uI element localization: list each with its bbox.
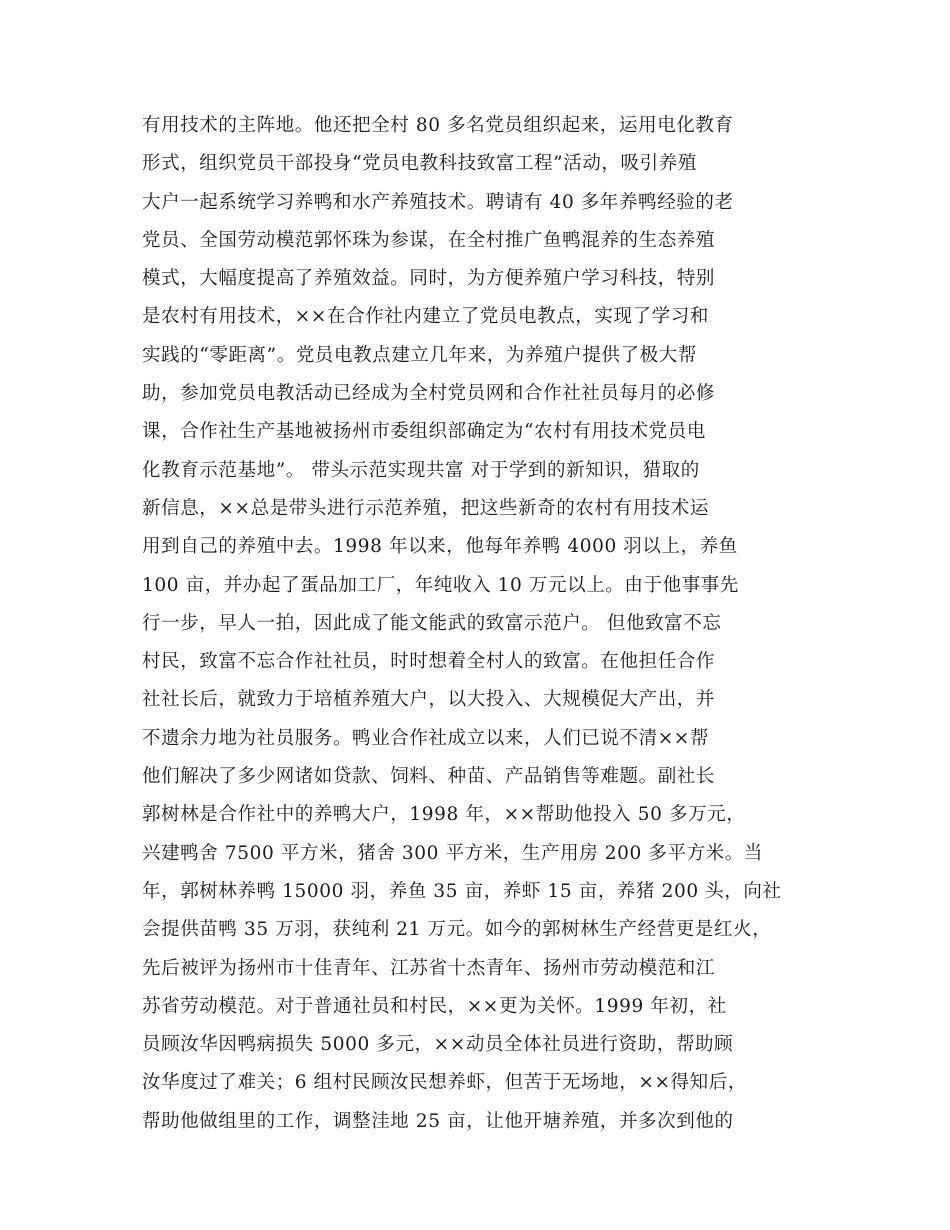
text-line: 员顾汝华因鸭病损失 5000 多元，××动员全体社员进行资助，帮助顾 bbox=[142, 1034, 734, 1056]
body-text bbox=[142, 107, 832, 1141]
text-line: 有用技术的主阵地。他还把全村 80 多名党员组织起来，运用电化教育 bbox=[142, 115, 734, 136]
text-line: 形式，组织党员干部投身“党员电教科技致富工程”活动，吸引养殖 bbox=[142, 153, 697, 175]
text-line: 他们解决了多少网诸如贷款、饲料、种苗、产品销售等难题。副社长 bbox=[142, 766, 716, 788]
text-line: 不遗余力地为社员服务。鸭业合作社成立以来，人们已说不清××帮 bbox=[142, 727, 710, 749]
text-line: 行一步，早人一拍，因此成了能文能武的致富示范户。 但他致富不忘 bbox=[142, 612, 722, 634]
text-line: 助，参加党员电教活动已经成为全村党员网和合作社社员每月的必修 bbox=[142, 383, 716, 405]
text-line: 党员、全国劳动模范郭怀珠为参谋，在全村推广鱼鸭混养的生态养殖 bbox=[142, 229, 716, 251]
text-line: 会提供苗鸭 35 万羽，获纯利 21 万元。如今的郭树林生产经营更是红火， bbox=[142, 919, 772, 941]
text-line: 大户一起系统学习养鸭和水产养殖技术。聘请有 40 多年养鸭经验的老 bbox=[142, 191, 734, 213]
text-line: 模式，大幅度提高了养殖效益。同时，为方便养殖户学习科技，特别 bbox=[142, 268, 716, 290]
text-line: 是农村有用技术，××在合作社内建立了党员电教点，实现了学习和 bbox=[142, 306, 710, 328]
text-line: 化教育示范基地”。 带头示范实现共富 对于学到的新知识，猎取的 bbox=[142, 459, 700, 481]
text-line: 新信息，××总是带头进行示范养殖，把这些新奇的农村有用技术运 bbox=[142, 497, 710, 519]
text-line: 课，合作社生产基地被扬州市委组织部确定为“农村有用技术党员电 bbox=[142, 421, 706, 443]
text-line: 先后被评为扬州市十佳青年、江苏省十杰青年、扬州市劳动模范和江 bbox=[142, 957, 716, 979]
text-line: 兴建鸭舍 7500 平方米，猪舍 300 平方米，生产用房 200 多平方米。当 bbox=[142, 842, 763, 864]
text-line: 年，郭树林养鸭 15000 羽，养鱼 35 亩，养虾 15 亩，养猪 200 头，向社 bbox=[142, 880, 782, 902]
text-line: 郭树林是合作社中的养鸭大户，1998 年，××帮助他投入 50 多万元， bbox=[142, 804, 746, 826]
text-line: 100 亩，并办起了蛋品加工厂，年纯收入 10 万元以上。由于他事事先 bbox=[142, 574, 739, 596]
text-line: 社社长后，就致力于培植养殖大户，以大投入、大规模促大产出，并 bbox=[142, 689, 716, 711]
text-line: 实践的“零距离”。党员电教点建立几年来，为养殖户提供了极大帮 bbox=[142, 344, 697, 366]
text-line: 村民，致富不忘合作社社员，时时想着全村人的致富。在他担任合作 bbox=[142, 651, 716, 673]
text-line: 汝华度过了难关；6 组村民顾汝民想养虾，但苦于无场地，××得知后， bbox=[142, 1072, 747, 1094]
text-line: 帮助他做组里的工作，调整洼地 25 亩，让他开塘养殖，并多次到他的 bbox=[142, 1110, 734, 1132]
text-line: 用到自己的养殖中去。1998 年以来，他每年养鸭 4000 羽以上，养鱼 bbox=[142, 536, 738, 558]
text-line: 苏省劳动模范。对于普通社员和村民，××更为关怀。1999 年初，社 bbox=[142, 995, 727, 1017]
